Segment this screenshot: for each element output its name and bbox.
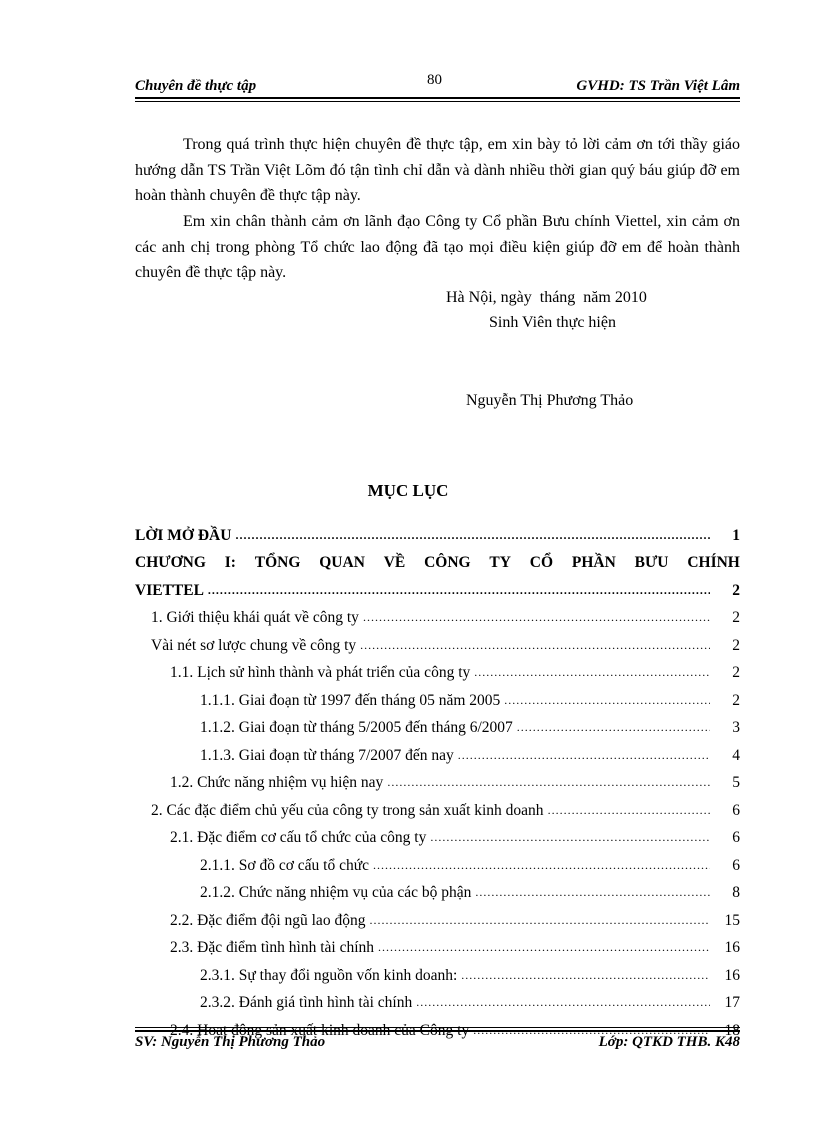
toc-entry-text: 1.1. Lịch sử hình thành và phát triển của công ty <box>170 664 471 681</box>
toc-entry[interactable] <box>135 627 740 655</box>
toc-entry-page: 4 <box>732 746 740 764</box>
acknowledgement-paragraph-1: Trong quá trình thực hiện chuyên đề thực tập, em xin bày tỏ lời cảm ơn tới thầy giáo hướng dẫn TS Trần Việt Lõm đó tận tình chỉ dẫn và dành nhiều thời gian quý báu giúp đỡ em hoàn thành chuyên đề thực tập này. <box>135 136 740 204</box>
toc-chapter-word: CHƯƠNG <box>135 554 206 571</box>
toc-entry[interactable] <box>135 820 740 848</box>
toc-entry[interactable] <box>135 902 740 930</box>
toc-leader <box>360 639 710 655</box>
toc-entry[interactable] <box>135 737 740 765</box>
toc-entry-page: 6 <box>732 856 740 874</box>
toc-entry-text: Vài nét sơ lược chung về công ty <box>151 636 357 654</box>
toc-entry[interactable] <box>135 655 740 683</box>
toc-entry[interactable] <box>135 957 740 985</box>
toc-entry-text: 1.2. Chức năng nhiệm vụ hiện nay <box>170 774 384 791</box>
toc-chapter-heading[interactable] <box>135 545 740 573</box>
toc-entry-page: 3 <box>732 719 740 736</box>
toc-leader <box>548 804 710 820</box>
toc-entry-page: 2 <box>732 581 740 599</box>
toc-entry-text: 2.1. Đặc điểm cơ cấu tổ chức của công ty <box>170 829 427 846</box>
table-of-contents <box>135 517 740 1040</box>
toc-entry-text: 2.1.1. Sơ đồ cơ cấu tổ chức <box>200 856 369 874</box>
toc-entry-page: 2 <box>732 609 740 626</box>
toc-entry-page: 1 <box>732 526 740 544</box>
toc-entry-page: 2 <box>732 636 740 654</box>
toc-entry-text: 2.3.1. Sự thay đổi nguồn vốn kinh doanh: <box>200 966 458 984</box>
toc-entry-text: 1.1.3. Giai đoạn từ tháng 7/2007 đến nay <box>200 746 454 764</box>
toc-entry-page: 18 <box>724 1021 740 1039</box>
footer-rule-thin <box>135 1027 740 1028</box>
toc-leader <box>373 859 710 875</box>
toc-entry[interactable] <box>135 765 740 793</box>
toc-entry-text: 1.1.1. Giai đoạn từ 1997 đến tháng 05 năm 2005 <box>200 691 501 709</box>
toc-entry-text: 2.3.2. Đánh giá tình hình tài chính <box>200 994 413 1011</box>
toc-leader <box>208 584 710 600</box>
toc-chapter-word: BƯU <box>634 554 669 571</box>
toc-chapter-word: PHẦN <box>571 554 616 571</box>
toc-leader <box>235 529 710 545</box>
toc-entry-page: 2 <box>732 664 740 681</box>
toc-entry-text: 2. Các đặc điểm chủ yếu của công ty trong sản xuất kinh doanh <box>151 801 544 819</box>
toc-entry-page: 16 <box>724 966 740 984</box>
toc-entry-text: 1. Giới thiệu khái quát về công ty <box>151 609 359 626</box>
signer-role: Sinh Viên thực hiện <box>489 314 616 331</box>
footer-class: Lớp: QTKD THB. K48 <box>598 1034 740 1050</box>
toc-chapter-word: CÔNG <box>424 554 471 571</box>
toc-entry-page: 17 <box>724 994 740 1011</box>
toc-entry-chapter1-cont[interactable] <box>135 572 740 600</box>
toc-title: MỤC LỤC <box>367 481 449 500</box>
toc-chapter-word: I: <box>224 554 236 571</box>
toc-entry[interactable] <box>135 710 740 738</box>
toc-entry-text: VIETTEL <box>135 581 204 599</box>
date-line: Hà Nội, ngày tháng năm 2010 <box>446 289 647 306</box>
page-number: 80 <box>427 72 442 88</box>
toc-leader <box>369 914 710 930</box>
toc-chapter-word: TỔNG <box>254 554 301 571</box>
toc-entry[interactable] <box>135 600 740 628</box>
toc-leader <box>504 694 710 710</box>
toc-entry-intro[interactable] <box>135 517 740 545</box>
header-title: Chuyên đề thực tập <box>135 78 257 94</box>
toc-leader <box>430 832 710 848</box>
toc-entry-page: 2 <box>732 691 740 709</box>
toc-entry-text: 1.1.2. Giai đoạn từ tháng 5/2005 đến tháng 6/2007 <box>200 719 513 736</box>
toc-entry[interactable] <box>135 682 740 710</box>
acknowledgement-paragraph-2: Em xin chân thành cảm ơn lãnh đạo Công ty Cổ phần Bưu chính Viettel, xin cảm ơn các anh chị trong phòng Tổ chức lao động đã tạo mọi điều kiện giúp đỡ em để hoàn thành chuyên đề thực tập này. <box>135 213 740 281</box>
toc-entry-page: 8 <box>732 884 740 901</box>
toc-entry-page: 6 <box>732 829 740 846</box>
toc-chapter-word: VỀ <box>383 554 406 571</box>
header-rule <box>135 97 740 99</box>
toc-entry[interactable] <box>135 792 740 820</box>
toc-entry-page: 16 <box>724 939 740 956</box>
header-rule-thin <box>135 101 740 102</box>
toc-entry[interactable] <box>135 847 740 875</box>
toc-leader <box>458 749 710 765</box>
toc-chapter-word: CỔ <box>529 554 554 571</box>
toc-entry-text: LỜI MỞ ĐẦU <box>135 526 232 544</box>
toc-entry-text: 2.2. Đặc điểm đội ngũ lao động <box>170 911 366 929</box>
toc-leader <box>416 997 710 1013</box>
toc-entry-page: 6 <box>732 801 740 819</box>
toc-leader <box>475 887 710 903</box>
toc-chapter-word: CHÍNH <box>687 554 740 571</box>
signer-name: Nguyễn Thị Phương Thảo <box>466 392 634 409</box>
footer-rule <box>135 1030 740 1032</box>
header-supervisor: GVHD: TS Trần Việt Lâm <box>576 78 740 94</box>
toc-leader <box>363 612 710 628</box>
toc-leader <box>461 969 710 985</box>
toc-entry[interactable] <box>135 875 740 903</box>
toc-chapter-word: TY <box>489 554 511 571</box>
toc-leader <box>474 667 710 683</box>
toc-leader <box>378 942 710 958</box>
toc-leader <box>387 777 710 793</box>
toc-entry[interactable] <box>135 930 740 958</box>
toc-entry-page: 15 <box>724 911 740 929</box>
toc-entry-text: 2.4. Hoạt động sản xuất kinh doanh của Công ty <box>170 1021 470 1039</box>
toc-leader <box>517 722 710 738</box>
toc-entry-text: 2.3. Đặc điểm tình hình tài chính <box>170 939 375 956</box>
footer-student: SV: Nguyễn Thị Phương Thảo <box>135 1034 326 1050</box>
toc-chapter-word: QUAN <box>319 554 365 571</box>
toc-entry-page: 5 <box>732 774 740 791</box>
toc-entry[interactable] <box>135 985 740 1013</box>
toc-entry-text: 2.1.2. Chức năng nhiệm vụ của các bộ phận <box>200 884 472 901</box>
